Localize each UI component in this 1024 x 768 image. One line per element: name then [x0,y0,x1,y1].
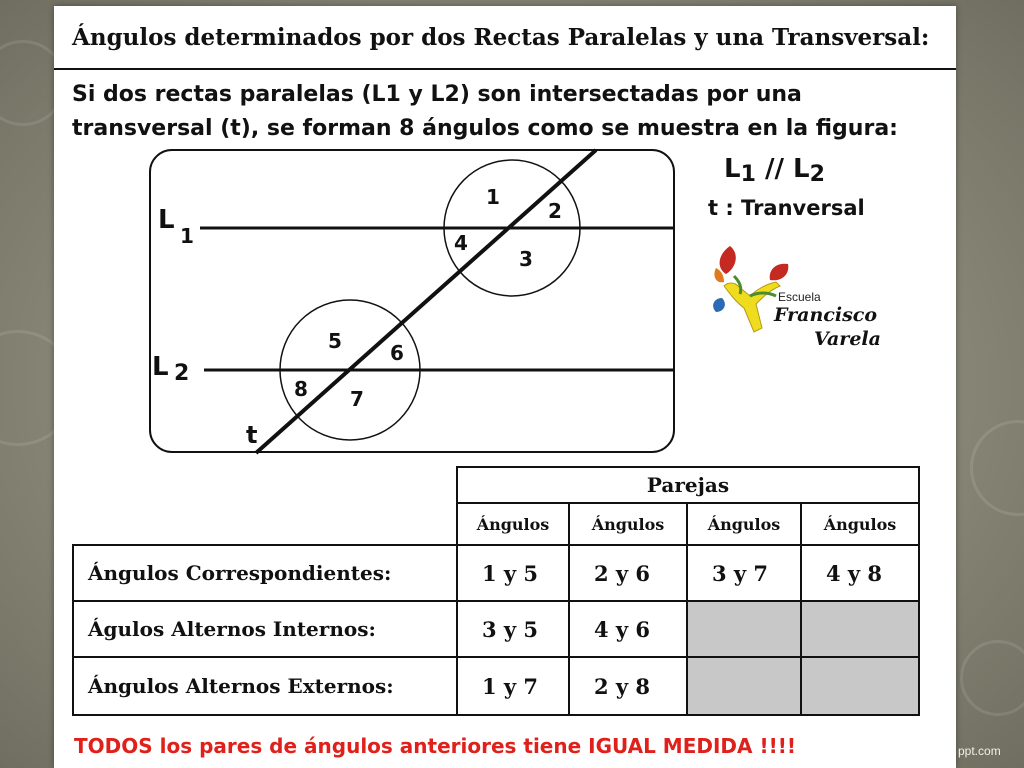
column-header: Ángulos [457,503,569,545]
angle-8-label: 8 [294,377,308,401]
l1-label: L [158,205,175,235]
parallel-lines-figure [54,6,956,466]
relation-l1: L [724,154,741,184]
column-header: Ángulos [687,503,801,545]
table-row-alternos-externos [73,657,919,715]
table-row-alternos-internos [73,601,919,657]
relation-l2-sub: 2 [809,162,825,187]
intro-text: Si dos rectas paralelas (L1 y L2) son intersectadas por una transversal (t), se forman 8 ángulos como se muestra en la figura: [72,82,898,141]
pair-cell: 2 y 6 [569,545,687,601]
pair-cell-empty [687,657,801,715]
angle-5-label: 5 [328,329,342,353]
l1-subscript: 1 [180,224,194,248]
angle-4-label: 4 [454,231,468,255]
pair-cell-empty [687,601,801,657]
relation-parallel-symbol: // [755,154,793,184]
logo-text-francisco: Francisco [774,304,878,326]
t-label: t [246,421,258,449]
pair-cell: 4 y 6 [569,601,687,657]
pair-cell: 3 y 7 [687,545,801,601]
watermark-text: ppt.com [958,744,1001,758]
angle-7-label: 7 [350,387,364,411]
relation-l2: L [793,154,810,184]
table-group-header: Parejas [457,467,919,503]
column-header: Ángulos [569,503,687,545]
pair-cell: 2 y 8 [569,657,687,715]
angle-3-label: 3 [519,247,533,271]
pair-cell: 3 y 5 [457,601,569,657]
logo-text-varela: Varela [814,328,881,350]
pair-cell-empty [801,601,919,657]
row-label: Ángulos Alternos Externos: [73,657,457,715]
parallel-relation [724,154,825,187]
pair-cell-empty [801,657,919,715]
l2-subscript: 2 [174,361,190,386]
l2-label: L [152,352,169,382]
table-row-correspondientes [73,545,919,601]
slide-title: Ángulos determinados por dos Rectas Paralelas y una Transversal: [72,24,930,51]
table-corner-blank [73,467,457,503]
angle-pairs-table [72,466,920,716]
row-label: Ángulos Correspondientes: [73,545,457,601]
column-header: Ángulos [801,503,919,545]
pair-cell: 1 y 7 [457,657,569,715]
logo-text-escuela: Escuela [778,290,821,304]
pair-cell: 4 y 8 [801,545,919,601]
row-label: Águlos Alternos Internos: [73,601,457,657]
pair-cell: 1 y 5 [457,545,569,601]
slide [54,6,956,768]
angle-1-label: 1 [486,185,500,209]
angle-6-label: 6 [390,341,404,365]
transversal-line [256,150,596,453]
footer-note: TODOS los pares de ángulos anteriores tiene IGUAL MEDIDA !!!! [74,734,796,758]
angle-2-label: 2 [548,199,562,223]
transversal-definition: t : Tranversal [708,196,865,220]
figure-frame [150,150,674,452]
table-corner-blank [73,503,457,545]
relation-l1-sub: 1 [740,162,756,187]
